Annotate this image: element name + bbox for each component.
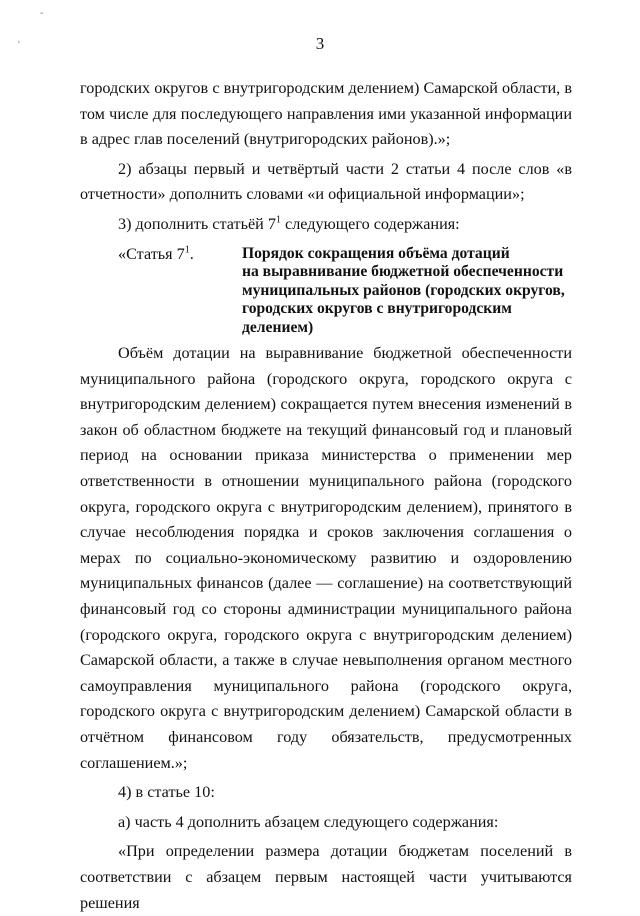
article-title [242,242,572,338]
article-title-line: на выравнивание бюджетной обеспеченности [242,263,564,281]
article-title-line: городских округов с внутригородским делением) [242,300,512,336]
article-title-line: Порядок сокращения объёма дотаций [242,244,510,262]
article-body-paragraph: Объём дотации на выравнивание бюджетной обеспеченности муниципального района (городского округа, городского округа с внутригородским делением) сокращается путем внесения изменений в закон об областном бюджете на текущий финансовый год и плановый период на основании приказа министерства о применении мер ответственности в отношении муниципального района (городского округа, городского округа с внутригородским делением), принятого в случае несоблюдения порядка и сроков заключения соглашения о мерах по социально-экономическому развитию и оздоровлению муниципальных финансов (далее — соглашение) на соответствующий финансовый год со стороны администрации муниципального района (городского округа, городского округа с внутригородским делением) Самарской области, а также в случае невыполнения органом местного самоуправления муниципального района (городского округа, городского округа с внутригородским делением) Самарской области в отчётном финансовом году обязательств, предусмотренных соглашением.»; [80,344,572,772]
scan-mark: ˆ [40,12,44,23]
superscript: 1 [275,214,281,226]
page-number: 3 [315,34,325,53]
paragraph-item-3 [80,212,572,238]
document-body [80,76,572,916]
article-label-text: «Статья 7 [118,244,185,263]
quoted-paragraph: «При определении размера дотации бюджетам поселений в соответствии с абзацем первым настоящей части учитываются решения [80,842,572,912]
article-label [80,242,242,338]
paragraph-item-3-text: 3) дополнить статьёй 7 [118,214,276,233]
article-label-dot: . [189,244,194,263]
paragraph-item-2: 2) абзацы первый и четвёртый части 2 статьи 4 после слов «в отчетности» дополнить словами «и официальной информации»; [80,159,572,204]
paragraph-item-4a: а) часть 4 дополнить абзацем следующего содержания: [118,812,499,831]
scan-mark: ' [18,40,20,51]
article-heading [80,242,572,338]
paragraph-item-4: 4) в статье 10: [118,783,215,802]
paragraph-item-3-text-end: следующего содержания: [280,214,460,233]
paragraph-continuation: городских округов с внутригородским делением) Самарской области, в том числе для последующего направления ими указанной информации в адрес глав поселений (внутригородских районов).»; [80,79,572,149]
superscript: 1 [184,244,190,256]
article-title-line: муниципальных районов (городских округов, [242,281,565,299]
